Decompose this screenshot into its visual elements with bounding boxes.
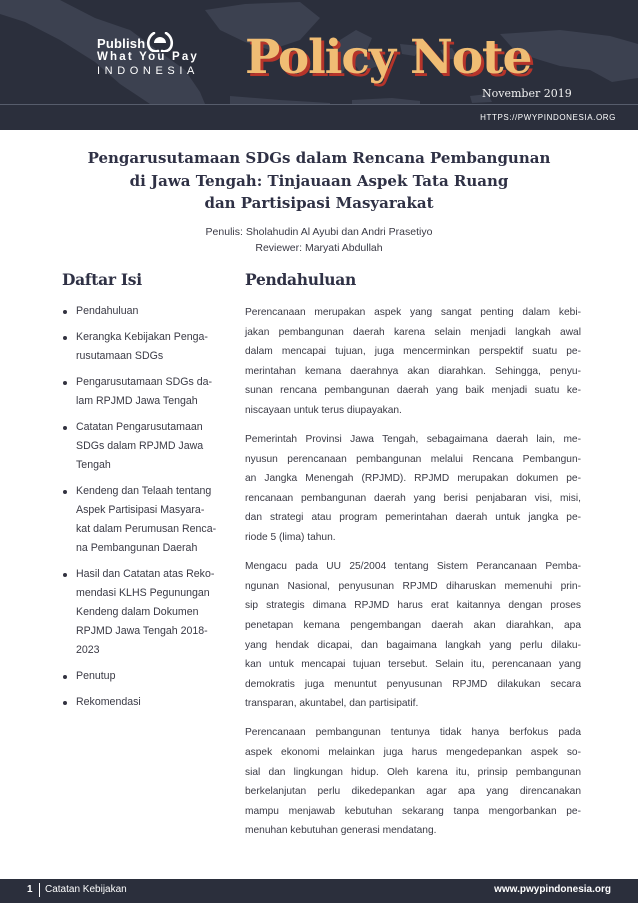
text-line: dalam mencapai tujuan, juga mencerminkan perspektif suatu pe- <box>245 346 581 358</box>
toc-item-text: Kerangka Kebijakan Penga- <box>76 331 208 343</box>
publication-date: November 2019 <box>482 87 572 100</box>
document-title-line: di Jawa Tengah: Tinjauaan Aspek Tata Ruang <box>129 171 509 190</box>
toc-item-text: RPJMD Jawa Tengah 2018- <box>76 625 208 637</box>
toc-item-text: Catatan Pengarusutamaan <box>76 421 203 433</box>
text-line: Perencanaan pembangunan tentunya tidak hanya berfokus pada <box>245 727 581 739</box>
toc-list <box>62 302 232 712</box>
footer-category: Catatan Kebijakan <box>45 884 127 895</box>
text-line: sip strategis dimana RPJMD harus erat kaitannya dengan proses <box>245 600 581 612</box>
text-line: dan strategi atau program pemerintahan daerah untuk jangka pe- <box>245 512 581 524</box>
text-line: demokratis juga menuntut penyusunan RPJMD dilakukan secara <box>245 678 581 690</box>
logo-whatyoupay-text: What You Pay <box>97 51 200 63</box>
text-line: riode 5 (lima) tahun. <box>245 532 336 544</box>
text-line: penetapan kemana pengembangan daerah akan diarahkan, apa <box>245 619 581 631</box>
text-line: aspek ekonomi melainkan juga harus mengedepankan aspek so- <box>245 746 581 758</box>
reviewer-line: Reviewer: Maryati Abdullah <box>255 242 383 254</box>
text-line: rencanaan pembangunan daerah yang berisi penjabaran visi, misi, <box>245 492 581 504</box>
document-title <box>60 147 578 215</box>
main-content <box>245 270 581 850</box>
toc-item-text: mendasi KLHS Pegunungan <box>76 587 210 599</box>
text-line: sial dan lingkungan hidup. Oleh karena itu, prinsip pembangunan <box>245 766 581 778</box>
text-line: kan untuk mencapai tujuan tersebut. Selain itu, perencanaan yang <box>245 659 581 671</box>
toc-item[interactable] <box>62 328 232 366</box>
toc-item-text: Tengah <box>76 459 111 471</box>
policy-note-title: Policy Note <box>245 30 532 85</box>
paragraph <box>245 430 581 548</box>
paragraph <box>245 303 581 421</box>
header-banner <box>0 0 638 130</box>
text-line: jakan pembangunan daerah karena selain menjadi langkah awal <box>245 326 581 338</box>
toc-item-text: Pengarusutamaan SDGs da- <box>76 376 213 388</box>
paragraph <box>245 557 581 714</box>
toc-item-text: Pendahuluan <box>76 305 139 317</box>
text-line: nyusun perencanaan pembangunan melalui Rencana Pembangun- <box>245 453 581 465</box>
footer-divider <box>39 883 40 897</box>
text-line: sunan rencana pembangunan daerah yang baik menjadi suatu ke- <box>245 385 581 397</box>
toc-item-text: rusutamaan SDGs <box>76 350 164 362</box>
toc-item-text: kat dalam Perumusan Renca- <box>76 523 217 535</box>
text-line: an Jangka Menengah (RPJMD). RPJMD merupakan dokumen pe- <box>245 473 581 485</box>
footer-bar <box>0 879 638 903</box>
table-of-contents <box>62 270 232 719</box>
authors-line: Penulis: Sholahudin Al Ayubi dan Andri Prasetiyo <box>205 226 433 238</box>
text-line: transparan, akuntabel, dan partisipatif. <box>245 698 419 710</box>
toc-item[interactable] <box>62 418 232 475</box>
toc-item[interactable] <box>62 667 232 686</box>
text-line: niscayaan untuk terus diupayakan. <box>245 404 402 416</box>
toc-item-text: na Pembangunan Daerah <box>76 542 198 554</box>
eye-icon <box>145 32 175 52</box>
text-line: Perencanaan merupakan aspek yang sangat penting dalam kebi- <box>245 307 581 318</box>
text-line: ngunan Nasional, penyusunan RPJMD diharuskan memenuhi prin- <box>245 580 581 592</box>
text-line: yang hendak dicapai, dan bagaimana langkah yang perlu dilaku- <box>245 639 581 651</box>
toc-item-text: 2023 <box>76 644 100 656</box>
toc-item[interactable] <box>62 373 232 411</box>
text-line: Pemerintah Provinsi Jawa Tengah, sebagaimana daerah lain, me- <box>245 434 581 446</box>
toc-item-text: Aspek Partisipasi Masyara- <box>76 504 205 516</box>
toc-item[interactable] <box>62 565 232 660</box>
text-line: Mengacu pada UU 25/2004 tentang Sistem Perancanaan Pemba- <box>245 561 581 573</box>
document-title-line: Pengarusutamaan SDGs dalam Rencana Pembangunan <box>87 149 551 167</box>
header-url-link[interactable]: HTTPS://PWYPINDONESIA.ORG <box>480 113 616 122</box>
toc-item[interactable] <box>62 482 232 558</box>
header-rule <box>0 104 638 105</box>
text-line: merintahan kemana daerahnya akan diarahkan. Sehingga, penyu- <box>245 365 581 377</box>
toc-item[interactable] <box>62 693 232 712</box>
toc-item-text: SDGs dalam RPJMD Jawa <box>76 440 204 452</box>
paragraph <box>245 723 581 841</box>
pwyp-logo[interactable] <box>97 36 207 78</box>
logo-publish-text: Publish <box>97 36 146 51</box>
toc-heading: Daftar Isi <box>62 270 142 289</box>
toc-item-text: Kendeng dan Telaah tentang <box>76 485 212 497</box>
logo-indonesia-text: INDONESIA <box>97 65 199 77</box>
toc-item[interactable] <box>62 302 232 321</box>
toc-item-text: Kendeng dalam Dokumen <box>76 606 199 618</box>
toc-item-text: Penutup <box>76 670 116 682</box>
toc-item-text: lam RPJMD Jawa Tengah <box>76 395 198 407</box>
text-line: berkelanjutan perlu dikedepankan agar apa yang direncanakan <box>245 786 581 798</box>
toc-item-text: Hasil dan Catatan atas Reko- <box>76 568 215 580</box>
text-line: mampu menjawab kebutuhan sekarang tanpa mengorbankan pe- <box>245 805 581 817</box>
document-title-line: dan Partisipasi Masyarakat <box>204 194 434 212</box>
author-credits <box>60 224 578 256</box>
footer-website-link[interactable]: www.pwypindonesia.org <box>494 884 611 895</box>
toc-item-text: Rekomendasi <box>76 696 141 708</box>
page-number: 1 <box>27 884 33 895</box>
section-heading-pendahuluan: Pendahuluan <box>245 270 356 289</box>
text-line: menuhan kebutuhan generasi mendatang. <box>245 825 437 837</box>
